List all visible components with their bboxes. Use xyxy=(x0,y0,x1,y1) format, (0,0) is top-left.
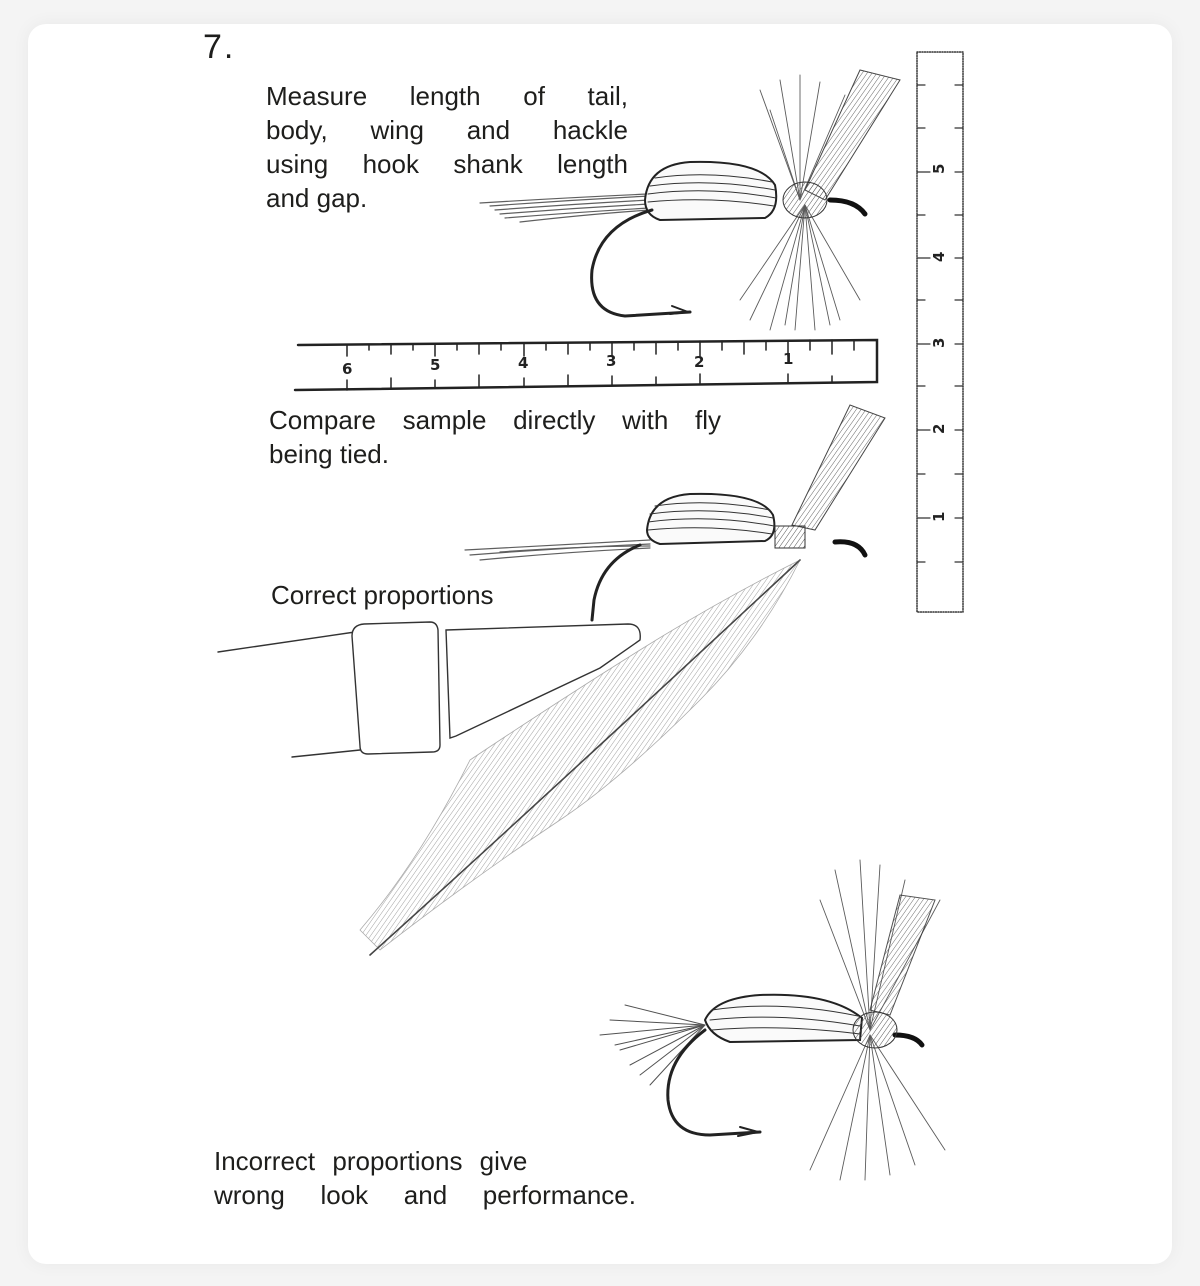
caption-correct: Correct proportions xyxy=(271,580,494,610)
fly-in-vise-illustration xyxy=(218,405,885,955)
hook-eye xyxy=(830,200,865,214)
incorrect-fly-illustration xyxy=(600,860,945,1180)
caption-line: Compare sample directly with fly xyxy=(269,405,721,435)
ruler-label: 2 xyxy=(694,353,705,371)
vertical-ruler xyxy=(917,52,963,612)
wing xyxy=(792,405,885,530)
step-number: 7. xyxy=(203,28,236,66)
hackle-feather xyxy=(360,560,800,950)
ruler-ticks xyxy=(917,85,963,562)
caption-line: Incorrect proportions give xyxy=(214,1146,528,1176)
horizontal-ruler xyxy=(295,340,877,390)
hook-eye xyxy=(895,1035,922,1045)
ruler-label: 1 xyxy=(930,511,948,522)
hook xyxy=(592,210,690,316)
ruler-label: 5 xyxy=(430,356,441,374)
hook xyxy=(592,545,640,620)
hook-barb xyxy=(670,306,688,314)
caption-line: using hook shank length xyxy=(266,149,628,179)
ruler-label: 3 xyxy=(930,337,948,348)
ruler-label: 3 xyxy=(606,352,617,370)
ruler-label: 4 xyxy=(518,354,529,372)
tail-fibers xyxy=(465,540,650,560)
ruler-label: 6 xyxy=(342,360,353,378)
ruler-label: 1 xyxy=(783,350,794,368)
sample-fly-illustration xyxy=(480,70,900,330)
ruler-label: 2 xyxy=(930,423,948,434)
ruler-label: 4 xyxy=(930,251,948,262)
caption-line: wrong look and performance. xyxy=(214,1180,636,1210)
caption-line: body, wing and hackle xyxy=(266,115,628,145)
wing xyxy=(805,70,900,200)
hackle-collar xyxy=(853,1012,897,1048)
caption-line: Measure length of tail, xyxy=(266,81,628,111)
thread-wraps xyxy=(775,526,805,548)
hook-eye xyxy=(835,542,865,555)
caption-line: being tied. xyxy=(269,439,389,469)
ruler-label: 5 xyxy=(930,163,948,174)
hook xyxy=(668,1030,760,1135)
wing xyxy=(870,895,935,1015)
tail-fibers xyxy=(480,194,650,222)
hackle-collar xyxy=(783,182,827,218)
caption-line: and gap. xyxy=(266,183,368,213)
